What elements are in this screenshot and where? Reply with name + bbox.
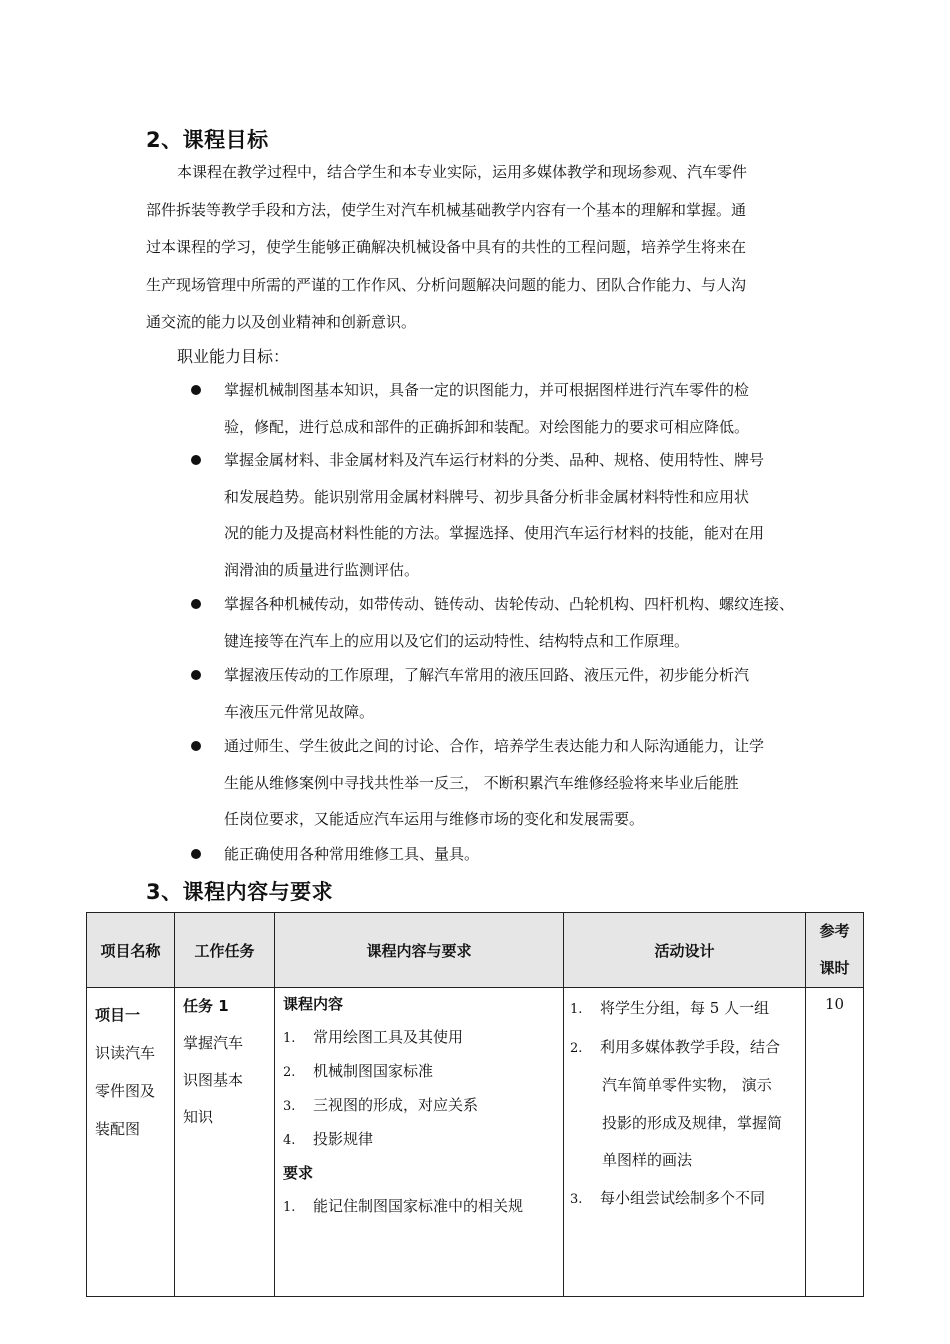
item-number: 3. xyxy=(570,1191,583,1207)
content-item xyxy=(283,1021,563,1055)
item-text: 利用多媒体教学手段，结合 xyxy=(600,1037,781,1056)
bullet-line: 生能从维修案例中寻找共性举一反三， 不断积累汽车维修经验将来毕业后能胜 xyxy=(224,773,739,792)
item-text: 将学生分组，每 5 人一组 xyxy=(600,999,770,1017)
content-title: 课程内容 xyxy=(283,995,344,1013)
bullet-dot-icon xyxy=(191,741,201,751)
bullet-item xyxy=(224,586,824,659)
intro-line: 部件拆装等教学手段和方法，使学生对汽车机械基础教学内容有一个基本的理解和掌握。通 xyxy=(146,200,747,219)
header-hours xyxy=(806,913,864,988)
item-number: 1. xyxy=(283,1031,296,1046)
bullet-line: 润滑油的质量进行监测评估。 xyxy=(224,560,420,579)
item-text: 三视图的形成，对应关系 xyxy=(313,1096,479,1114)
item-text: 每小组尝试绘制多个不同 xyxy=(600,1188,766,1207)
hours-value: 10 xyxy=(824,995,845,1013)
intro-paragraph xyxy=(146,154,818,342)
item-text: 机械制图国家标准 xyxy=(313,1062,434,1080)
bullet-dot-icon xyxy=(191,455,201,465)
item-number: 2. xyxy=(570,1040,583,1056)
activity-item xyxy=(570,1180,805,1219)
bullet-line: 车液压元件常见故障。 xyxy=(224,702,375,721)
header-hours-line: 课时 xyxy=(819,959,850,977)
header-project: 项目名称 xyxy=(87,913,175,988)
intro-line: 本课程在教学过程中，结合学生和本专业实际，运用多媒体教学和现场参观、汽车零件 xyxy=(177,163,748,181)
ability-goals-label: 职业能力目标： xyxy=(177,347,290,366)
section-heading-content: 3、课程内容与要求 xyxy=(146,880,334,904)
bullet-line: 掌握机械制图基本知识，具备一定的识图能力，并可根据图样进行汽车零件的检 xyxy=(224,381,750,399)
bullet-line: 掌握各种机械传动，如带传动、链传动、齿轮传动、凸轮机构、四杆机构、螺纹连接、 xyxy=(224,595,795,613)
bullet-dot-icon xyxy=(191,599,201,609)
content-item xyxy=(283,1123,563,1157)
item-number: 1. xyxy=(283,1200,296,1215)
activity-line: 单图样的画法 xyxy=(602,1151,693,1169)
project-line: 识读汽车 xyxy=(95,1044,156,1062)
bullet-dot-icon xyxy=(191,385,201,395)
activity-item xyxy=(570,990,805,1029)
bullet-item xyxy=(224,728,824,838)
item-text: 投影规律 xyxy=(313,1130,374,1148)
task-line: 掌握汽车 xyxy=(183,1034,244,1052)
item-number: 4. xyxy=(283,1133,296,1148)
course-content-table xyxy=(86,912,864,1297)
item-number: 3. xyxy=(283,1099,296,1114)
requirements-title: 要求 xyxy=(283,1164,314,1182)
bullet-line: 能正确使用各种常用维修工具、量具。 xyxy=(224,845,480,863)
header-content: 课程内容与要求 xyxy=(275,913,564,988)
cell-content xyxy=(275,988,564,1297)
activity-line: 汽车简单零件实物， 演示 xyxy=(602,1076,772,1094)
bullet-item xyxy=(224,372,824,445)
intro-line: 过本课程的学习，使学生能够正确解决机械设备中具有的共性的工程问题，培养学生将来在 xyxy=(146,238,747,257)
intro-line: 通交流的能力以及创业精神和创新意识。 xyxy=(146,313,417,332)
header-activity: 活动设计 xyxy=(564,913,806,988)
item-number: 1. xyxy=(570,1002,583,1017)
item-number: 2. xyxy=(283,1065,296,1080)
project-title: 项目一 xyxy=(95,1006,141,1024)
bullet-line: 和发展趋势。能识别常用金属材料牌号、初步具备分析非金属材料特性和应用状 xyxy=(224,487,750,506)
cell-hours xyxy=(806,988,864,1297)
item-text: 能记住制图国家标准中的相关规 xyxy=(313,1197,524,1215)
header-task: 工作任务 xyxy=(175,913,275,988)
table-row xyxy=(87,988,864,1297)
bullet-item xyxy=(224,442,824,588)
cell-task xyxy=(175,988,275,1297)
cell-activity xyxy=(564,988,806,1297)
intro-line: 生产现场管理中所需的严谨的工作作风、分析问题解决问题的能力、团队合作能力、与人沟 xyxy=(146,275,747,294)
bullet-line: 任岗位要求，又能适应汽车运用与维修市场的变化和发展需要。 xyxy=(224,810,645,828)
requirement-item xyxy=(283,1190,563,1224)
content-item xyxy=(283,1055,563,1089)
project-line: 零件图及 xyxy=(95,1082,156,1100)
bullet-line: 通过师生、学生彼此之间的讨论、合作，培养学生表达能力和人际沟通能力，让学 xyxy=(224,737,765,755)
bullet-line: 掌握液压传动的工作原理，了解汽车常用的液压回路、液压元件，初步能分析汽 xyxy=(224,666,750,684)
activity-line: 投影的形成及规律，掌握简 xyxy=(602,1113,783,1132)
bullet-line: 键连接等在汽车上的应用以及它们的运动特性、结构特点和工作原理。 xyxy=(224,631,690,650)
bullet-dot-icon xyxy=(191,849,201,859)
bullet-line: 况的能力及提高材料性能的方法。掌握选择、使用汽车运行材料的技能，能对在用 xyxy=(224,524,765,542)
bullet-item xyxy=(224,836,824,873)
bullet-line: 验，修配，进行总成和部件的正确拆卸和装配。对绘图能力的要求可相应降低。 xyxy=(224,417,750,436)
header-hours-line: 参考 xyxy=(819,922,850,940)
cell-project xyxy=(87,988,175,1297)
content-item xyxy=(283,1089,563,1123)
table-header-row xyxy=(87,913,864,988)
activity-item xyxy=(570,1029,805,1068)
task-line: 识图基本 xyxy=(183,1071,244,1089)
project-line: 装配图 xyxy=(95,1120,141,1138)
task-title: 任务 1 xyxy=(183,997,229,1015)
bullet-dot-icon xyxy=(191,670,201,680)
task-line: 知识 xyxy=(183,1108,214,1126)
bullet-line: 掌握金属材料、非金属材料及汽车运行材料的分类、品种、规格、使用特性、牌号 xyxy=(224,451,765,469)
item-text: 常用绘图工具及其使用 xyxy=(313,1028,464,1046)
section-heading-objectives: 2、课程目标 xyxy=(146,128,269,152)
bullet-item xyxy=(224,657,824,730)
